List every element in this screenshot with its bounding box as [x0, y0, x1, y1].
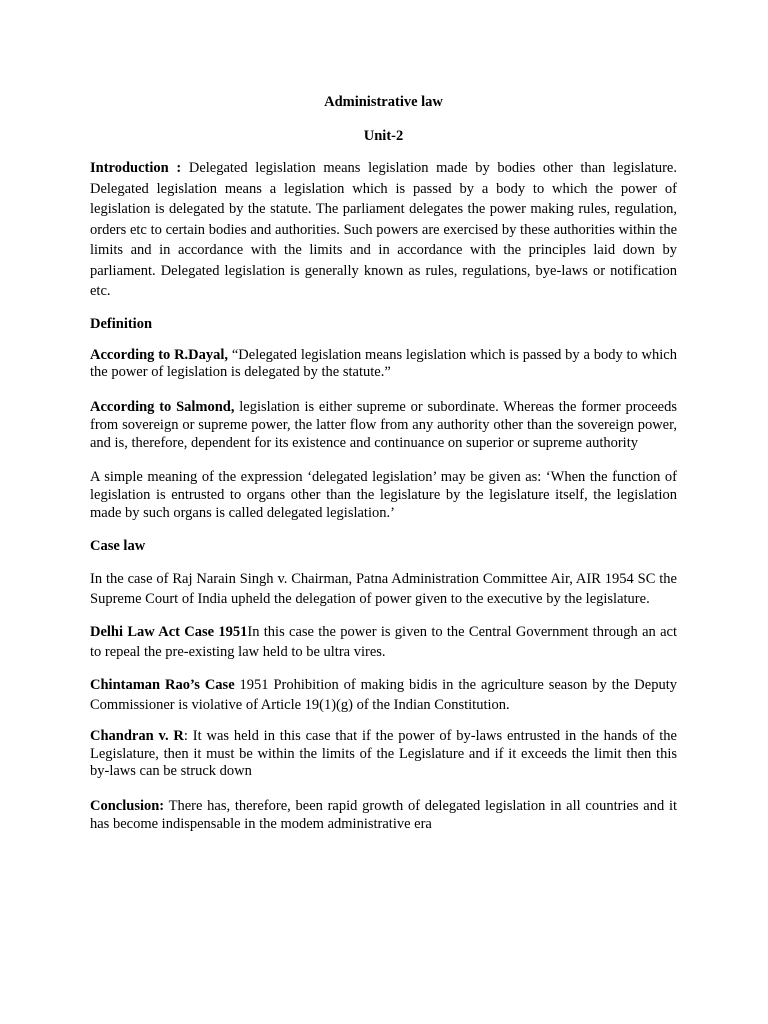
document-page	[90, 92, 677, 834]
unit-heading: Unit-2	[363, 128, 404, 144]
introduction-label: Introduction :	[90, 160, 182, 176]
delhi-label: Delhi Law Act Case 1951	[90, 623, 248, 640]
delhi-paragraph	[90, 622, 677, 663]
chintaman-label: Chintaman Rao’s Case	[90, 676, 235, 693]
chandran-text: : It was held in this case that if the power of by-laws entrusted in the hands of the Legislature, then it must be within the limits of the Legislature and if it exceeds the limit then this by-laws can be struck down	[90, 727, 677, 780]
conclusion-paragraph	[90, 798, 677, 834]
raj-narain-paragraph: In the case of Raj Narain Singh v. Chairman, Patna Administration Committee Air, AIR 1954 SC the Supreme Court of India upheld the delegation of power given to the executive by the legislature.	[90, 570, 677, 608]
introduction-text: Delegated legislation means legislation made by bodies other than legislature. Delegated legislation means a legislation which is passed by a body to which the power of legislation is delegated by the statute. The parliament delegates the power making rules, regulation, orders etc to certain bodies and authorities. Such powers are exercised by these authorities within the limits and in accordance with the limits and in accordance with the principles laid down by parliament. Delegated legislation is generally known as rules, regulations, bye-laws or notification etc.	[90, 160, 677, 299]
case-law-heading: Case law	[90, 537, 146, 554]
definition-heading: Definition	[90, 315, 153, 332]
conclusion-text: There has, therefore, been rapid growth of delegated legislation in all countries and it has become indispensable in the modem administrative era	[90, 798, 677, 833]
dayal-text: “Delegated legislation means legislation which is passed by a body to which the power of legislation is delegated by the statute.”	[90, 346, 677, 381]
salmond-text: legislation is either supreme or subordinate. Whereas the former proceeds from sovereign or supreme power, the latter flow from any authority other than the sovereign power, and is, therefore, dependent for its existence and continuance on superior or supreme authority	[90, 399, 677, 451]
chintaman-text: 1951 Prohibition of making bidis in the agriculture season by the Deputy Commissioner is violative of Article 19(1)(g) of the Indian Constitution.	[90, 676, 677, 714]
chandran-label: Chandran v. R	[90, 727, 184, 744]
simple-meaning-paragraph: A simple meaning of the expression ‘delegated legislation’ may be given as: ‘When the function of legislation is entrusted to organs other than the legislature by the legislature itself, the legislation made by such organs is called delegated legislation.’	[90, 469, 677, 522]
dayal-paragraph	[90, 347, 677, 383]
conclusion-label: Conclusion:	[90, 798, 165, 815]
chintaman-paragraph	[90, 675, 677, 716]
delhi-text: In this case the power is given to the Central Government through an act to repeal the pre-existing law held to be ultra vires.	[90, 623, 677, 661]
document-title: Administrative law	[324, 94, 443, 110]
salmond-label: According to Salmond,	[90, 399, 235, 416]
introduction-paragraph	[90, 158, 677, 302]
salmond-paragraph	[90, 399, 677, 452]
chandran-paragraph	[90, 728, 677, 781]
dayal-label: According to R.Dayal,	[90, 346, 229, 363]
